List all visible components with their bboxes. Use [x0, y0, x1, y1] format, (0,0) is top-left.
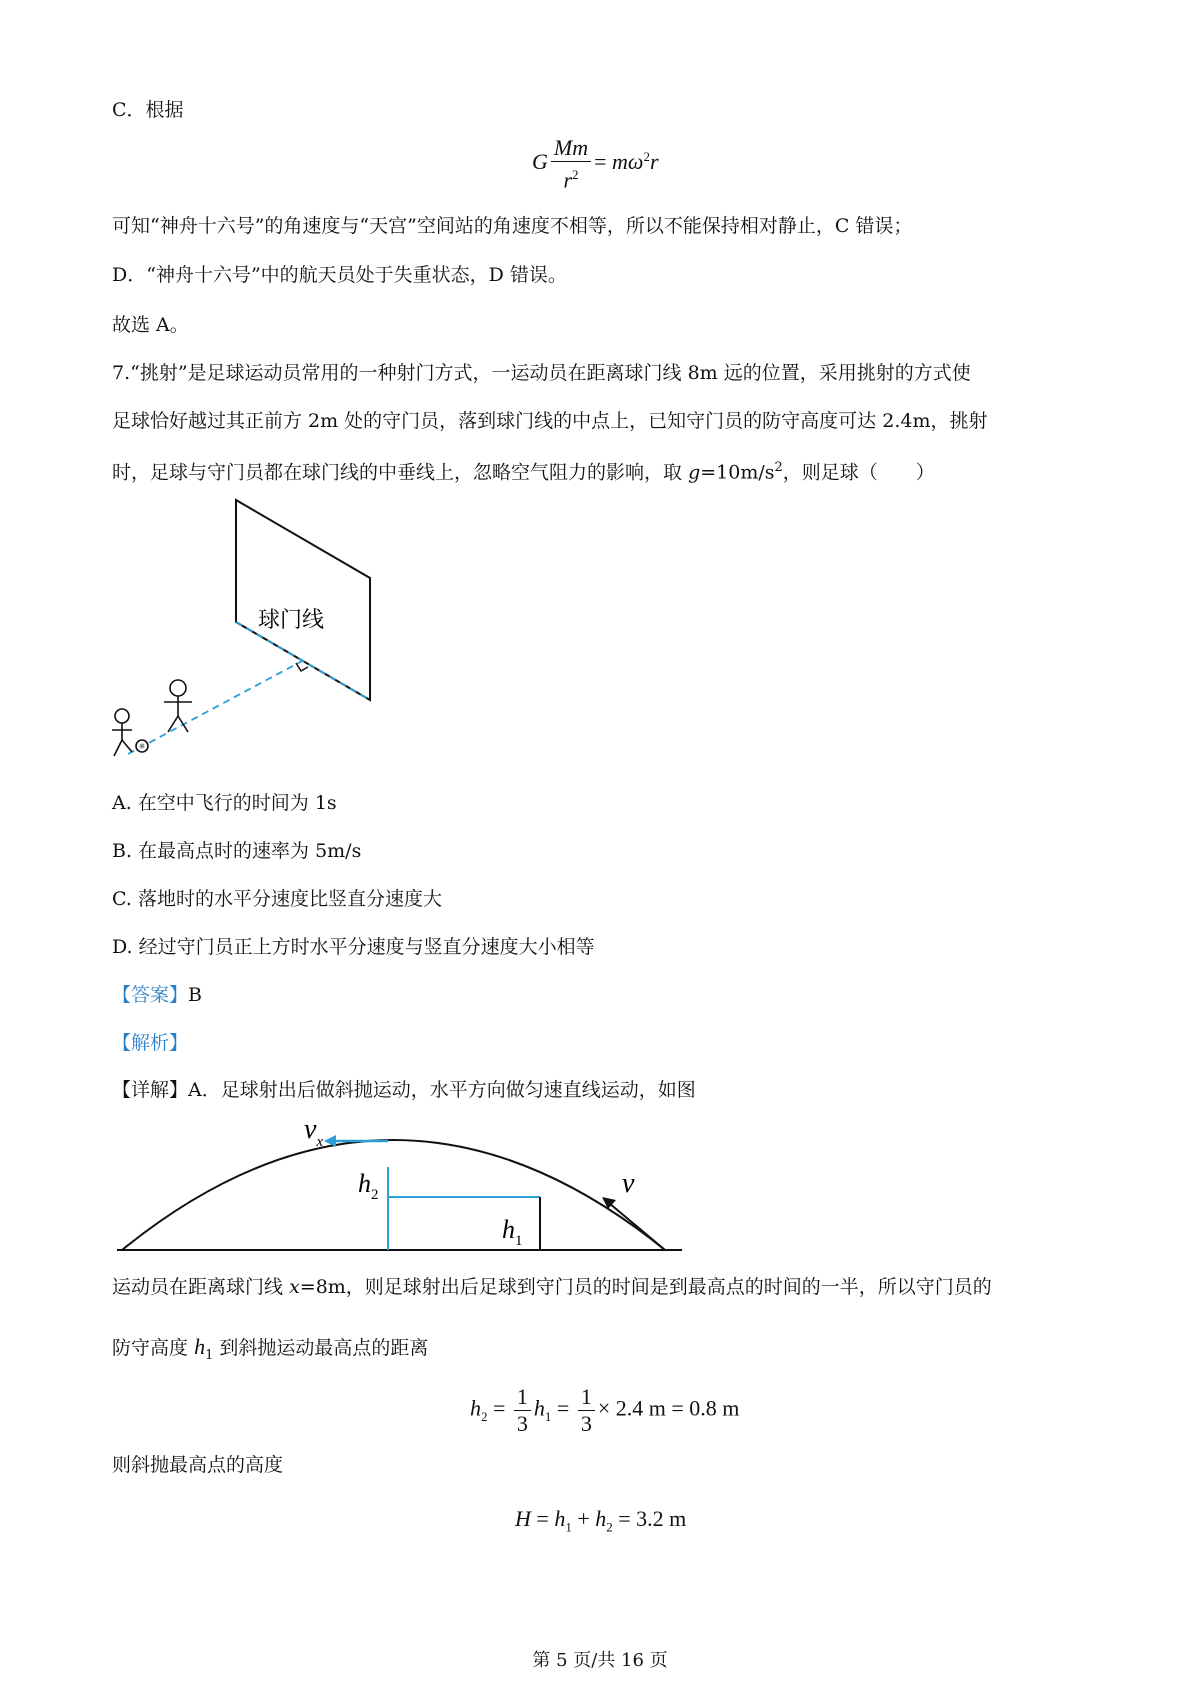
max-height-formula: $H = h_1 + h_2 = 3.2$ m — [515, 1506, 687, 1535]
vx-label: $v_x$ — [304, 1114, 324, 1150]
question-line-3: 时，足球与守门员都在球门线的中垂线上，忽略空气阻力的影响，取 $g=10m/s^2$，则足球（ ） — [112, 460, 935, 484]
trajectory-diagram — [112, 1110, 692, 1260]
section-c-label: C．根据 — [112, 99, 184, 121]
perpendicular-bisector-dashed — [128, 660, 304, 754]
option-a: A. 在空中飞行的时间为 1s — [112, 792, 337, 814]
option-c: C. 落地时的水平分速度比竖直分速度大 — [112, 888, 442, 910]
trajectory-parabola — [122, 1140, 665, 1250]
h2-label: $h_2$ — [358, 1169, 379, 1203]
question-line-1: 7.“挑射”是足球运动员常用的一种射门方式，一运动员在距离球门线 8m 远的位置，采用挑射的方式使 — [112, 362, 971, 384]
goal-line-figure — [100, 490, 380, 770]
choice-summary: 故选 A。 — [112, 314, 189, 336]
goal-line-label: 球门线 — [258, 607, 325, 632]
explanation-line-3: 则斜抛最高点的高度 — [112, 1454, 284, 1476]
option-b: B. 在最高点时的速率为 5m/s — [112, 840, 362, 862]
h2-formula: $h_2$ = $\frac{1}{3}$ $h_1$ = $\frac{1}{3}$ × 2.4 m = 0.8 m — [470, 1384, 740, 1436]
goalkeeper-figure — [164, 680, 192, 732]
section-d: D．“神舟十六号”中的航天员处于失重状态，D 错误。 — [112, 264, 567, 286]
option-d: D. 经过守门员正上方时水平分速度与竖直分速度大小相等 — [112, 936, 595, 958]
detail: 【详解】A．足球射出后做斜抛运动，水平方向做匀速直线运动，如图 — [112, 1079, 696, 1101]
page-footer: 第 5 页/共 16 页 — [532, 1650, 668, 1671]
section-c-conclusion: 可知“神舟十六号”的角速度与“天宫”空间站的角速度不相等，所以不能保持相对静止，C 错误； — [112, 215, 913, 237]
answer-value: B — [188, 984, 202, 1006]
analysis-tag: 【解析】 — [112, 1032, 189, 1054]
explanation-line-1: 运动员在距离球门线 x=8m，则足球射出后足球到守门员的时间是到最高点的时间的一半，所以守门员的 — [112, 1276, 992, 1298]
explanation-line-2: 防守高度 $h_1$ 到斜抛运动最高点的距离 — [112, 1334, 429, 1363]
v-label: v — [622, 1168, 635, 1199]
player-figure — [112, 709, 132, 756]
v-arrow — [609, 1203, 665, 1250]
question-line-2: 足球恰好越过其正前方 2m 处的守门员，落到球门线的中点上，已知守门员的防守高度可达 2.4m，挑射 — [112, 410, 988, 432]
answer-tag: 【答案】 — [112, 984, 189, 1006]
ball-pattern — [140, 744, 145, 749]
h1-label: $h_1$ — [502, 1215, 523, 1249]
gravitation-formula: G $\frac{Mm}{r^2}$ = $m\omega^2r$ — [532, 135, 659, 193]
answer — [112, 982, 202, 1008]
